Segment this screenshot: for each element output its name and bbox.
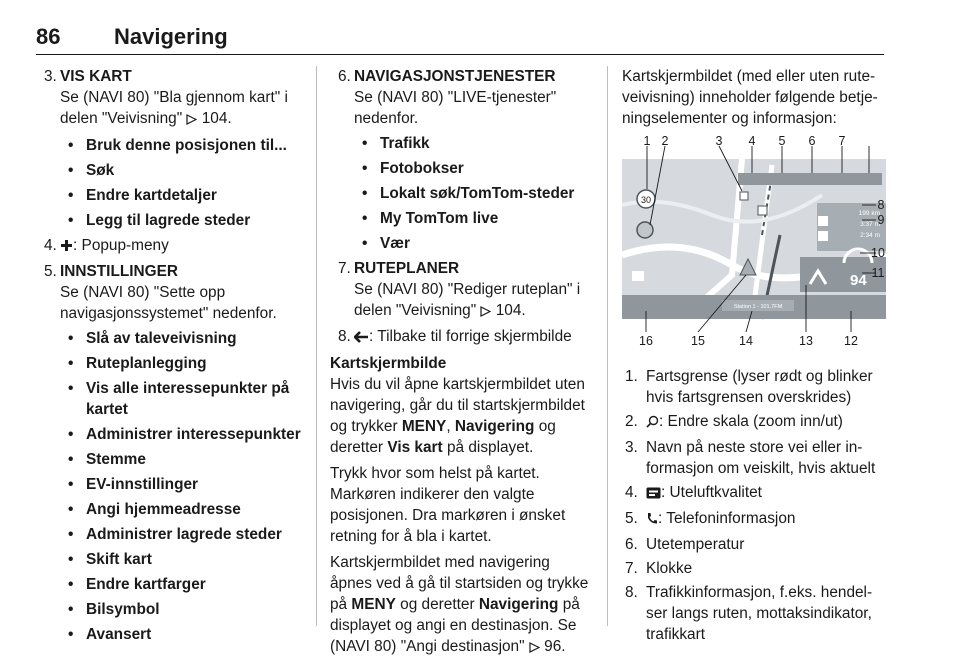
callout-label: 4	[748, 135, 756, 148]
callout-label: 2	[661, 135, 669, 148]
list-item: 7. RUTEPLANER Se (NAVI 80) "Rediger ruteplan" i delen "Veivisning" 104.	[330, 258, 592, 323]
bullet-item: • Søk	[36, 160, 302, 181]
bullet-item: • Lokalt søk/TomTom-steder	[330, 183, 592, 204]
bullet-item: • Fotobokser	[330, 158, 592, 179]
phone-icon	[646, 510, 658, 531]
list-item: 3. Navn på neste store vei eller in-formasjon om veiskilt, hvis aktuelt	[625, 439, 876, 477]
bullet-item: • Endre kartfarger	[36, 574, 302, 595]
list-item: 8. Trafikkinformasjon, f.eks. hendel-ser langs ruten, mottaksindikator, trafikkart	[625, 584, 873, 643]
list-item: 4. : Uteluftkvalitet	[622, 482, 886, 505]
air-quality-icon	[646, 484, 661, 505]
callout-label: 5	[778, 135, 786, 148]
column-1	[36, 66, 302, 648]
map-screen-diagram	[622, 135, 886, 350]
list-item: 7. Klokke	[625, 560, 693, 577]
item-label: NAVIGASJONSTJENESTER	[354, 68, 556, 85]
bullet-item: • Administrer lagrede steder	[36, 524, 302, 545]
bullet-item: • Legg til lagrede steder	[36, 210, 302, 231]
bullet-item: • Bilsymbol	[36, 599, 302, 620]
column-3	[622, 66, 886, 648]
page-title: Navigering	[114, 24, 228, 49]
station-label: Station 1 - 101.7FM	[733, 304, 783, 310]
intro-paragraph: Kartskjermbildet (med eller uten rute-veivisning) inneholder følgende betje-ningselementer og informasjon:	[622, 68, 878, 127]
time-label: 3:37 m	[860, 221, 880, 228]
list-item: 2. : Endre skala (zoom inn/ut)	[622, 411, 886, 434]
column-2	[330, 66, 592, 664]
map-screen-figure	[622, 135, 886, 350]
numbered-list	[622, 366, 886, 645]
callout-label: 13	[799, 334, 813, 348]
bullet-list	[36, 328, 302, 645]
page-ref-icon	[529, 638, 540, 659]
time-label: 2:34 m	[860, 232, 880, 239]
bullet-list	[330, 133, 592, 254]
column-divider	[607, 66, 608, 626]
callout-label: 7	[838, 135, 846, 148]
list-item: 5. : Telefoninformasjon	[622, 508, 886, 531]
bullet-item: • Vær	[330, 233, 592, 254]
item-label: INNSTILLINGER	[60, 262, 178, 280]
back-arrow-icon	[354, 328, 369, 349]
callout-label: 6	[808, 135, 816, 148]
bullet-item: • Slå av taleveivisning	[36, 328, 302, 349]
bullet-item: • EV-innstillinger	[36, 474, 302, 495]
callout-label: 10	[871, 246, 885, 260]
page-number: 86	[36, 24, 61, 49]
page-ref-icon	[186, 110, 197, 131]
paragraph: Kartskjermbildet med navigering åpnes ved å gå til startsiden og trykke på MENY og deretter Navigering på displayet og angi en destinasjon. Se (NAVI 80) "Angi destinasjon" 96.	[330, 552, 592, 659]
list-item: 6. NAVIGASJONSTJENESTER Se (NAVI 80) "LIVE-tjenester" nedenfor.	[330, 66, 592, 129]
bullet-item: • My TomTom live	[330, 208, 592, 229]
paragraph: Hvis du vil åpne kartskjermbildet uten navigering, går du til startskjermbildet og trykker MENY, Navigering og deretter Vis kart på displayet.	[330, 375, 585, 456]
callout-label: 15	[691, 334, 705, 348]
callout-label: 11	[871, 266, 885, 280]
list-item: 4. : Popup-meny	[36, 235, 302, 258]
bullet-item: • Trafikk	[330, 133, 592, 154]
callout-label: 3	[715, 135, 723, 148]
bullet-item: • Administrer interessepunkter	[36, 424, 302, 445]
list-item: 6. Utetemperatur	[625, 536, 745, 553]
column-divider	[316, 66, 317, 626]
list-item: 5. INNSTILLINGER Se (NAVI 80) "Sette opp navigasjonssystemet" nedenfor.	[36, 261, 302, 324]
callout-label: 9	[877, 213, 885, 227]
plus-icon	[60, 237, 73, 258]
callout-label: 12	[844, 334, 858, 348]
list-item: 8. : Tilbake til forrige skjermbilde	[330, 326, 592, 349]
magnifier-icon	[646, 413, 659, 434]
speed-limit-label: 30	[640, 195, 652, 205]
bullet-list	[36, 135, 302, 231]
section-heading: Kartskjermbilde	[330, 354, 447, 372]
list-item: 3. VIS KART Se (NAVI 80) "Bla gjennom kart" i delen "Veivisning" 104.	[36, 66, 302, 131]
item-label: VIS KART	[60, 68, 132, 85]
bullet-item: • Bruk denne posisjonen til...	[36, 135, 302, 156]
bullet-item: • Vis alle interessepunkter på kartet	[36, 378, 302, 420]
callout-label: 14	[739, 334, 753, 348]
bullet-item: • Stemme	[36, 449, 302, 470]
callout-label: 8	[877, 198, 885, 212]
distance-label: 199 km	[858, 210, 880, 217]
callout-label: 1	[643, 135, 651, 148]
item-label: RUTEPLANER	[354, 259, 460, 277]
page-header	[36, 24, 884, 55]
page-ref-icon	[480, 302, 491, 323]
paragraph: Trykk hvor som helst på kartet. Markøren indikerer den valgte posisjonen. Dra markøren i ønsket retning for å bla i kartet.	[330, 464, 566, 545]
bullet-item: • Endre kartdetaljer	[36, 185, 302, 206]
bullet-item: • Avansert	[36, 624, 302, 645]
list-item: 1. Fartsgrense (lyser rødt og blinker hvis fartsgrensen overskrides)	[625, 368, 873, 406]
bullet-item: • Ruteplanlegging	[36, 353, 302, 374]
bullet-item: • Skift kart	[36, 549, 302, 570]
callout-label: 16	[639, 334, 653, 348]
bullet-item: • Angi hjemmeadresse	[36, 499, 302, 520]
next-distance-label: 94	[850, 272, 867, 289]
